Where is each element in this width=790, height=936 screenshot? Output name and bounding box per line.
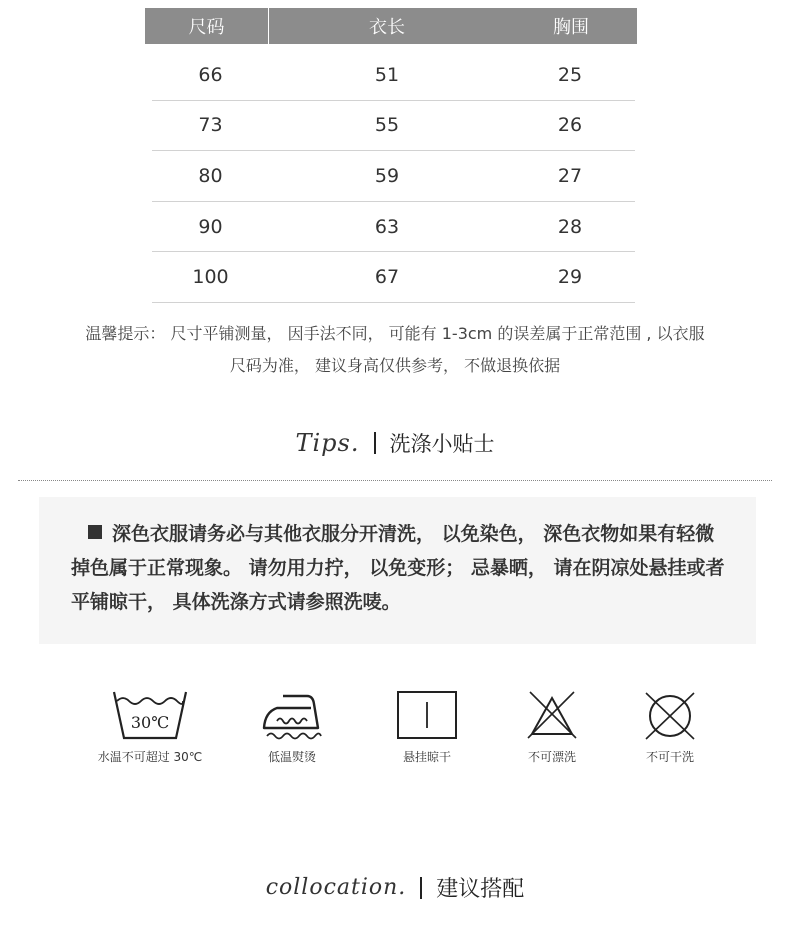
cell-length: 51: [374, 63, 400, 86]
cell-chest: 28: [557, 215, 583, 238]
table-row: [152, 151, 635, 202]
cell-size: 80: [198, 164, 223, 187]
care-label-dryclean: 不可干洗: [645, 750, 694, 764]
care-label-iron: 低温熨烫: [267, 750, 316, 764]
care-label-wash: 水温不可超过 30℃: [97, 750, 203, 764]
header-size: 尺码: [145, 8, 269, 44]
cell-chest: 26: [557, 114, 583, 137]
size-table-body: [145, 50, 637, 303]
cell-length: 59: [374, 164, 400, 187]
cell-size: 90: [198, 215, 223, 238]
care-instructions: [71, 517, 730, 619]
care-text: 深色衣服请务必与其他衣服分开清洗， 以免染色， 深色衣物如果有轻微掉色属于正常现象。 请勿用力拧， 以免变形； 忌暴晒， 请在阴凉处悬挂或者平铺晾干， 具体洗涤方式请参照洗唛。: [71, 523, 725, 613]
no-dry-clean-icon: [642, 690, 698, 742]
cell-length: 55: [374, 114, 400, 137]
care-icon-wash: [96, 690, 204, 765]
no-bleach-icon: [524, 690, 580, 742]
table-row: [152, 101, 635, 152]
cell-chest: 29: [557, 266, 583, 289]
note-line-2: 尺码为准， 建议身高仅供参考， 不做退换依据: [229, 356, 561, 375]
collocation-script-label: collocation.: [265, 875, 407, 900]
care-instructions-box: [39, 497, 756, 644]
table-row: [152, 202, 635, 253]
care-label-hang: 悬挂晾干: [402, 750, 451, 764]
cell-size: 73: [198, 114, 223, 137]
cell-chest: 25: [557, 63, 583, 86]
care-icon-bleach: [508, 690, 596, 765]
header-chest: 胸围: [553, 17, 589, 38]
care-icon-dryclean: [626, 690, 714, 765]
care-icon-hang: [382, 690, 472, 765]
heading-divider: [420, 877, 422, 899]
heading-divider: [374, 432, 376, 454]
collocation-section-heading: [0, 872, 790, 903]
cell-size: 100: [192, 266, 229, 289]
collocation-title: 建议搭配: [436, 877, 525, 902]
wash-temp-text: 30℃: [130, 713, 170, 732]
size-table: [145, 8, 637, 303]
table-row: [152, 252, 635, 303]
size-table-header: [145, 8, 637, 44]
wash-30-icon: [112, 690, 188, 742]
cell-length: 63: [374, 215, 400, 238]
cell-length: 67: [374, 266, 400, 289]
measurement-note: [40, 318, 750, 382]
dotted-divider: [18, 480, 772, 481]
iron-low-icon: [261, 690, 323, 742]
bullet-square-icon: [88, 525, 102, 539]
cell-size: 66: [198, 63, 223, 86]
care-label-bleach: 不可漂洗: [527, 750, 576, 764]
tips-section-heading: [0, 428, 790, 458]
note-line-1: 温馨提示： 尺寸平铺测量， 因手法不同， 可能有 1-3cm 的误差属于正常范围 , 以衣服: [85, 324, 705, 343]
header-length: 衣长: [369, 17, 405, 38]
care-icon-iron: [248, 690, 336, 765]
table-row: [152, 50, 635, 101]
hang-dry-icon: [396, 690, 458, 742]
tips-script-label: Tips.: [295, 429, 360, 457]
cell-chest: 27: [557, 164, 583, 187]
tips-title: 洗涤小贴士: [389, 432, 495, 456]
